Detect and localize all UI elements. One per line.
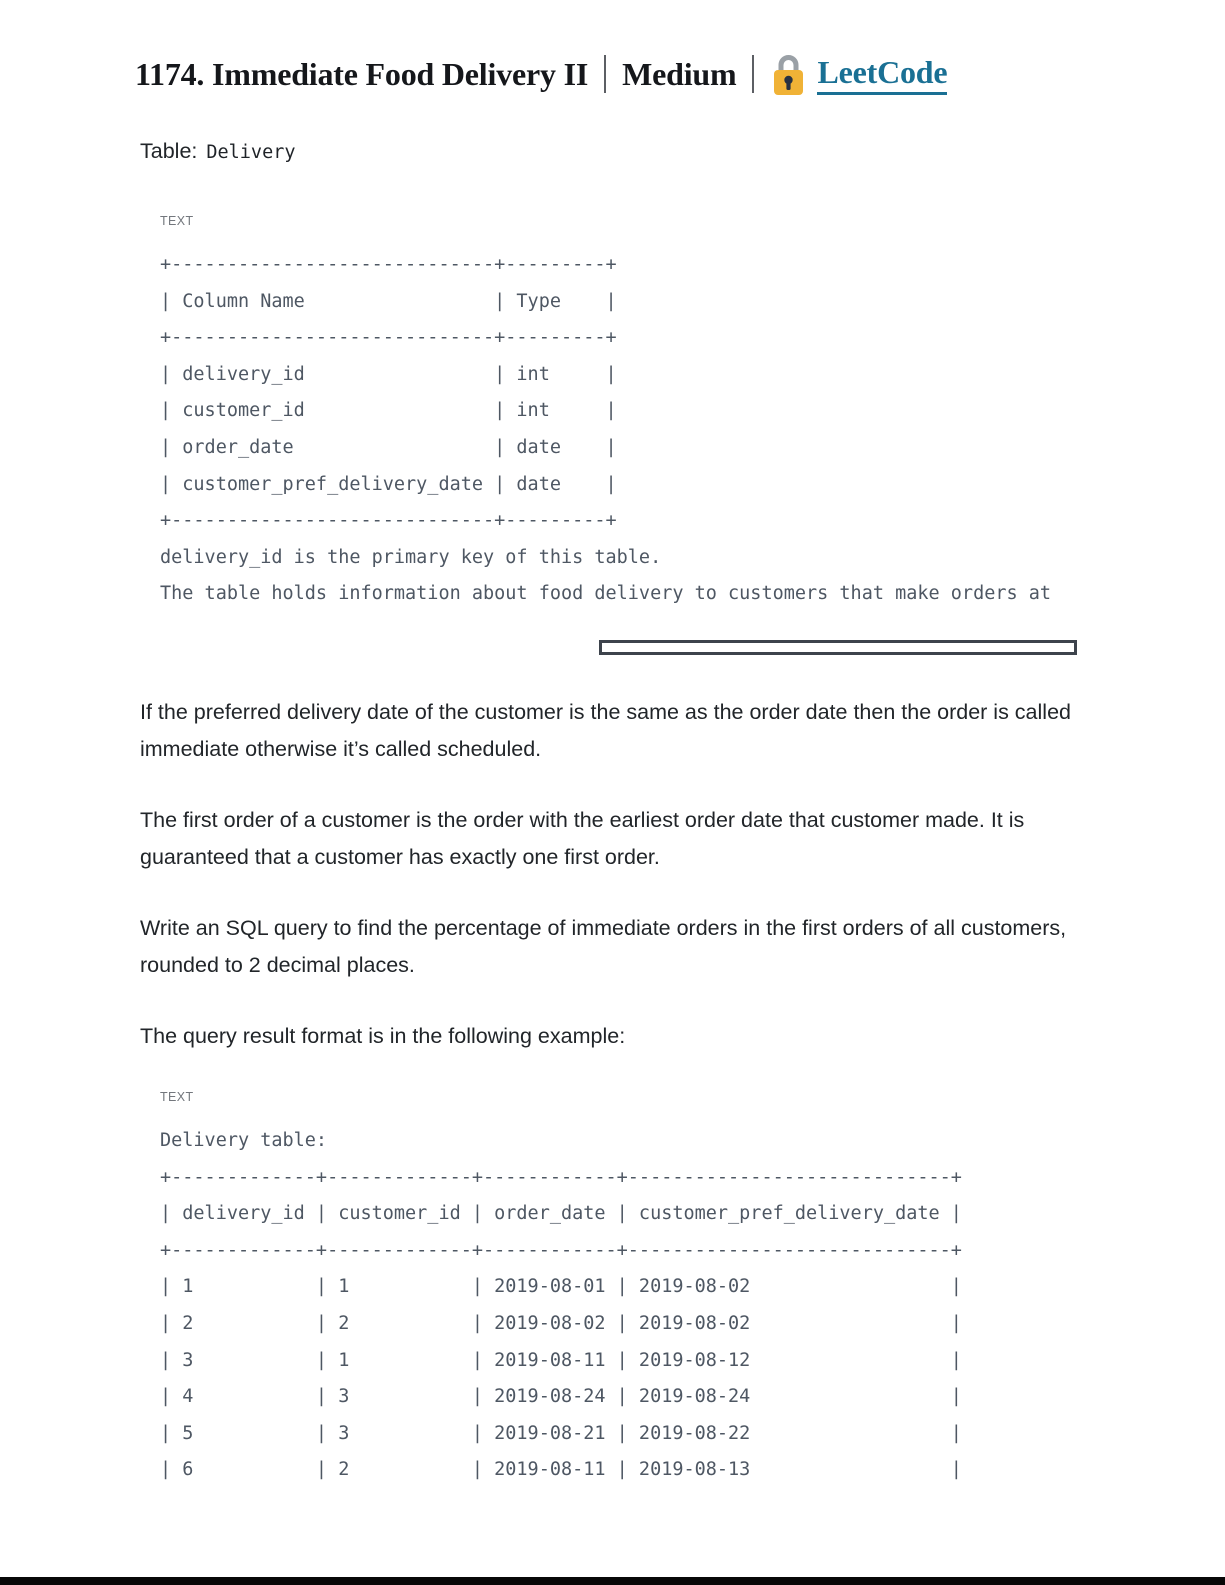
code-line: | order_date | date | (160, 436, 617, 458)
code-line: +-----------------------------+---------+ (160, 327, 617, 349)
problem-title: 1174. Immediate Food Delivery II (135, 55, 589, 92)
table-name: Delivery (206, 142, 296, 163)
example-code-lines (160, 1123, 962, 1489)
schema-code-block (160, 214, 1051, 613)
difficulty-label: Medium (622, 55, 737, 92)
description-paragraph: The first order of a customer is the order with the earliest order date that customer made. It is guaranteed that a customer has exactly one first order. (140, 808, 1025, 869)
table-heading (140, 139, 295, 164)
horizontal-scrollbar[interactable] (599, 640, 1077, 655)
code-line: | 5 | 3 | 2019-08-21 | 2019-08-22 | (160, 1422, 962, 1444)
code-line: | Column Name | Type | (160, 290, 617, 312)
schema-code-lines (160, 247, 1051, 613)
code-language-label: TEXT (160, 1090, 194, 1104)
code-line: | delivery_id | customer_id | order_date | customer_pref_delivery_date | (160, 1203, 962, 1225)
code-language-label: TEXT (160, 214, 194, 228)
code-line: The table holds information about food delivery to customers that make orders at (160, 583, 1052, 605)
page-title (135, 52, 947, 96)
code-line: | 6 | 2 | 2019-08-11 | 2019-08-13 | (160, 1459, 962, 1481)
description-paragraph: If the preferred delivery date of the customer is the same as the order date then the order is called immediate otherwise it’s called scheduled. (140, 700, 1071, 761)
code-line: | customer_id | int | (160, 400, 617, 422)
code-line: +-----------------------------+---------+ (160, 510, 617, 532)
title-separator (604, 55, 606, 93)
code-line: Delivery table: (160, 1130, 328, 1151)
description-paragraph: The query result format is in the following example: (140, 1024, 626, 1048)
code-line: delivery_id is the primary key of this table. (160, 546, 662, 568)
problem-description (140, 694, 1075, 1089)
window-bottom-edge (0, 1577, 1225, 1585)
code-line: +-------------+-------------+------------+-----------------------------+ (160, 1239, 962, 1261)
table-label: Table: (140, 139, 198, 163)
code-line: | 4 | 3 | 2019-08-24 | 2019-08-24 | (160, 1386, 962, 1408)
code-line: +-----------------------------+---------+ (160, 254, 617, 275)
title-separator (752, 55, 754, 93)
code-line: | 3 | 1 | 2019-08-11 | 2019-08-12 | (160, 1349, 962, 1371)
example-code-block (160, 1090, 962, 1489)
code-line: | customer_pref_delivery_date | date | (160, 473, 617, 495)
code-line: | 1 | 1 | 2019-08-01 | 2019-08-02 | (160, 1276, 962, 1298)
description-paragraph: Write an SQL query to find the percentage of immediate orders in the first orders of all customers, rounded to 2 decimal places. (140, 916, 1067, 977)
lock-icon (770, 52, 806, 96)
leetcode-link[interactable]: LeetCode (817, 54, 947, 95)
code-line: | 2 | 2 | 2019-08-02 | 2019-08-02 | (160, 1312, 962, 1334)
code-line: | delivery_id | int | (160, 363, 617, 385)
code-line: +-------------+-------------+------------+-----------------------------+ (160, 1166, 962, 1188)
